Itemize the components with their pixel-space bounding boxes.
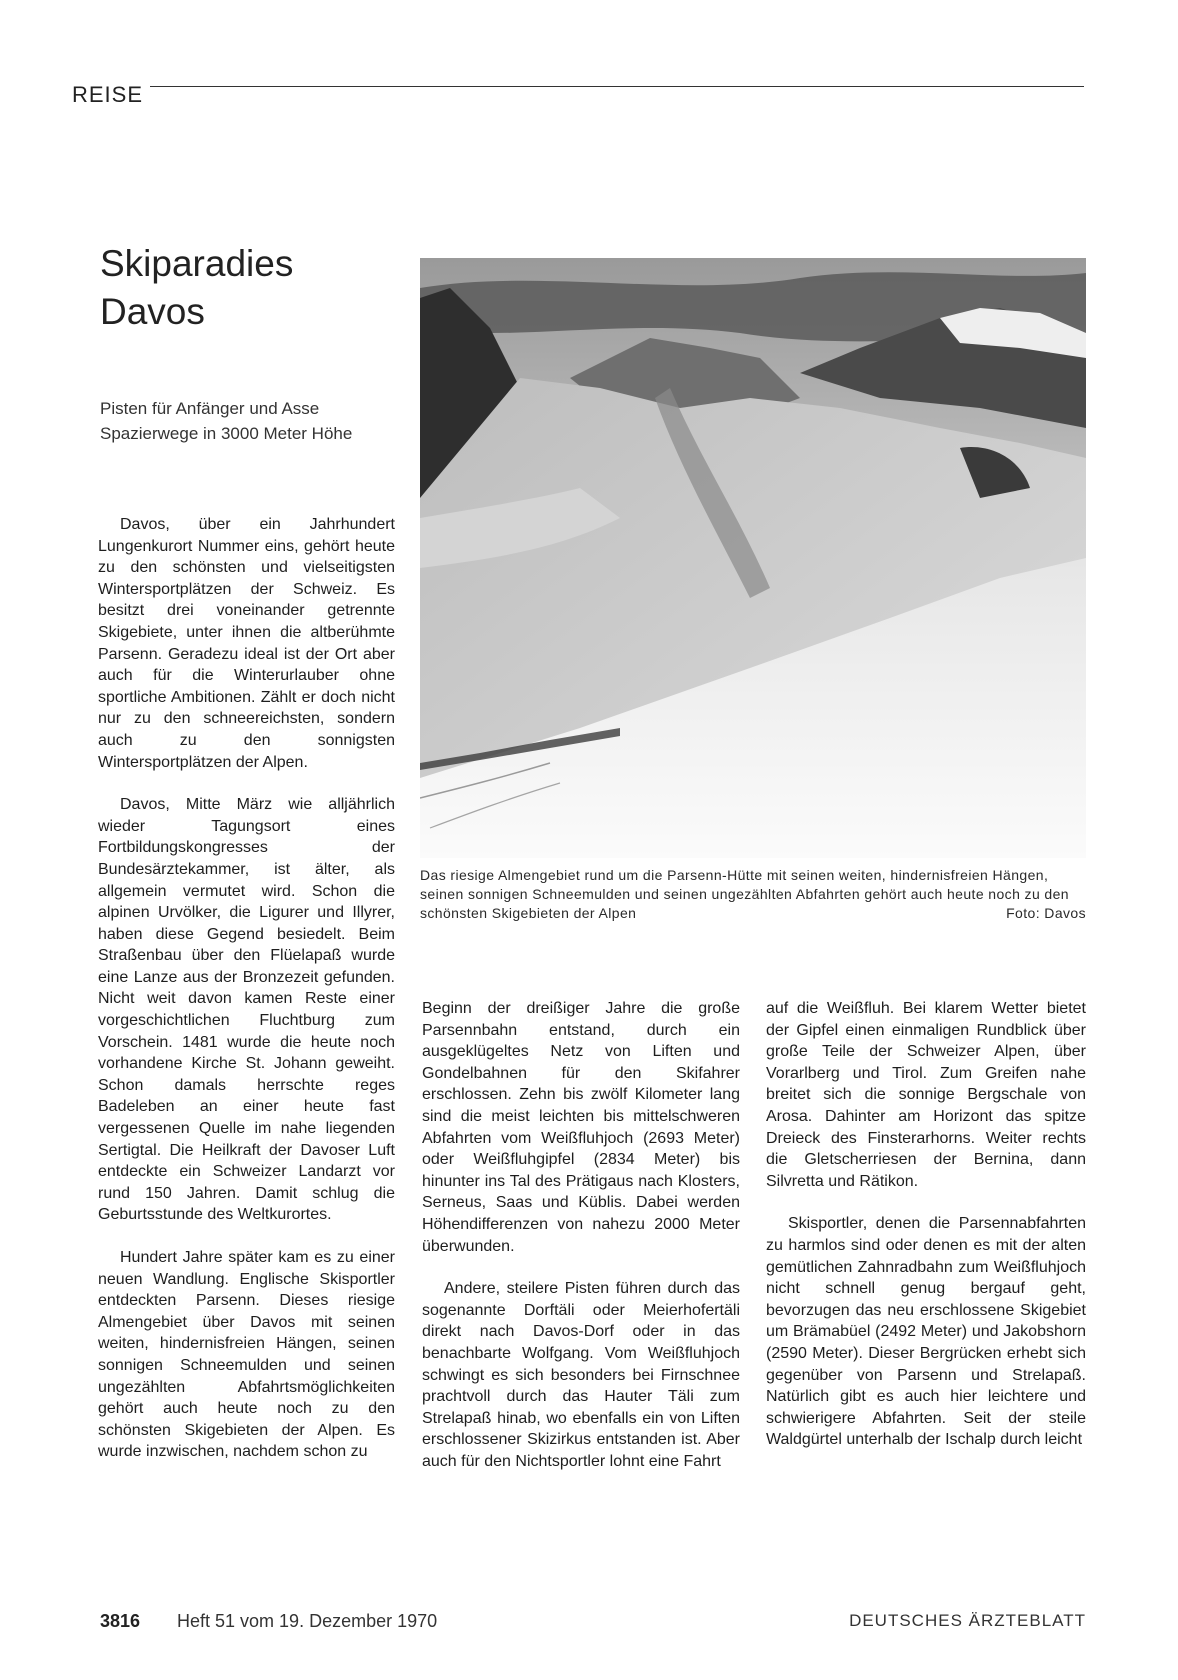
article-title [100, 240, 400, 336]
paragraph: Hundert Jahre später kam es zu einer neuen Wandlung. Englische Skisportler entdeckten Parsenn. Dieses riesige Almengebiet über Davos mit seinen weiten, hindernisfreien Hängen, seinen sonnigen Schneemulden und seinen ungezählten Abfahrtsmöglichkeiten gehört auch heute noch zu den schönsten Skigebieten der Alpen. Es wurde inzwischen, nachdem schon zu [98, 1249, 395, 1461]
article-subtitle-line1: Pisten für Anfänger und Asse [100, 399, 320, 418]
header-rule [150, 86, 1084, 87]
photo-credit: Foto: Davos [1006, 905, 1086, 921]
article-subtitle-line2: Spazierwege in 3000 Meter Höhe [100, 424, 353, 443]
article-title-line1: Skiparadies [100, 243, 294, 284]
mountain-landscape-image [420, 258, 1086, 858]
article-title-line2: Davos [100, 291, 205, 332]
issue-info: Heft 51 vom 19. Dezember 1970 [177, 1611, 438, 1631]
article-column-3 [766, 998, 1086, 1472]
paragraph: Andere, steilere Pisten führen durch das sogenannte Dorftäli oder Meierhofertäli direkt nach Davos-Dorf oder in das benachbarte Wolfgang. Vom Weißfluhjoch schwingt es sich besonders bei Firnschnee prachtvoll durch das Hauter Täli zum Strelapaß hinab, wo ebenfalls ein von Liften erschlossener Skizirkus entstanden ist. Aber auch für den Nichtsportler lohnt eine Fahrt [422, 1280, 740, 1470]
paragraph: Davos, Mitte März wie alljährlich wieder Tagungsort eines Fortbildungskongresses der Bundesärztekammer, ist älter, als allgemein vermutet wird. Schon die alpinen Urvölker, die Ligurer und Illyrer, haben diese Gegend besiedelt. Beim Straßenbau über den Flüelapaß wurde eine Lanze aus der Bronzezeit gefunden. Nicht weit davon kamen Reste einer vorgeschichtlichen Fluchtburg zum Vorschein. 1481 wurde die heute noch vorhandene Kirche St. Johann geweiht. Schon damals herrschte reges Badeleben an einer heute fast vergessenen Quelle im nahe liegenden Sertigtal. Die Heilkraft der Davoser Luft entdeckte ein Schweizer Landarzt vor rund 150 Jahren. Damit schlug die Geburtsstunde des Weltkurortes. [98, 796, 395, 1224]
photo-caption [420, 866, 1086, 923]
paragraph: Skisportler, denen die Parsennabfahrten zu harmlos sind oder denen es mit der alten gemütlichen Zahnradbahn zum Weißfluhjoch nicht schnell genug bergauf geht, bevorzugen das neu erschlossene Skigebiet um Brämabüel (2492 Meter) und Jakobshorn (2590 Meter). Dieser Bergrücken erhebt sich gegenüber von Parsenn und Strelapaß. Natürlich gibt es auch hier leichtere und schwierigere Abfahrten. Seit der steile Waldgürtel unterhalb der Ischalp durch leicht [766, 1215, 1086, 1449]
paragraph: auf die Weißfluh. Bei klarem Wetter bietet der Gipfel einen einmaligen Rundblick über große Teile der Schweizer Alpen, über Vorarlberg und Tirol. Zum Greifen nahe breitet sich die sonnige Bergschale von Arosa. Dahinter am Horizont das spitze Dreieck des Finsterarhorns. Weiter rechts die Gletscherriesen der Bernina, dann Silvretta und Rätikon. [766, 1000, 1086, 1190]
journal-name: DEUTSCHES ÄRZTEBLATT [849, 1611, 1086, 1630]
page-number: 3816 [100, 1611, 141, 1631]
paragraph: Davos, über ein Jahrhundert Lungenkurort Nummer eins, gehört heute zu den schönsten und vielseitigsten Wintersportplätzen der Schweiz. Es besitzt drei voneinander getrennte Skigebiete, unter ihnen die altberühmte Parsenn. Geradezu ideal ist der Ort aber auch für die Winterurlauber ohne sportliche Ambitionen. Zählt er doch nicht nur zu den schneereichsten, sondern auch zu den sonnigsten Wintersportplätzen der Alpen. [98, 516, 395, 771]
article-column-1 [98, 514, 395, 1484]
section-label: REISE [72, 82, 144, 107]
article-column-2 [422, 998, 740, 1493]
ski-slope-photo [420, 258, 1086, 858]
photo-caption-text: Das riesige Almengebiet rund um die Parsenn-Hütte mit seinen weiten, hindernisfreien Hängen, seinen sonnigen Schneemulden und seinen ungezählten Abfahrten gehört auch heute noch zu den schönsten Skigebieten der Alpen [420, 867, 1069, 921]
paragraph: Beginn der dreißiger Jahre die große Parsennbahn entstand, durch ein ausgeklügeltes Netz von Liften und Gondelbahnen für den Skifahrer erschlossen. Zehn bis zwölf Kilometer lang sind die meist leichten bis mittelschweren Abfahrten vom Weißfluhjoch (2693 Meter) oder Weißfluhgipfel (2834 Meter) bis hinunter ins Tal des Prätigaus nach Klosters, Serneus, Saas und Küblis. Dabei werden Höhendifferenzen von nahezu 2000 Meter überwunden. [422, 1000, 740, 1255]
article-subtitle [100, 396, 400, 446]
